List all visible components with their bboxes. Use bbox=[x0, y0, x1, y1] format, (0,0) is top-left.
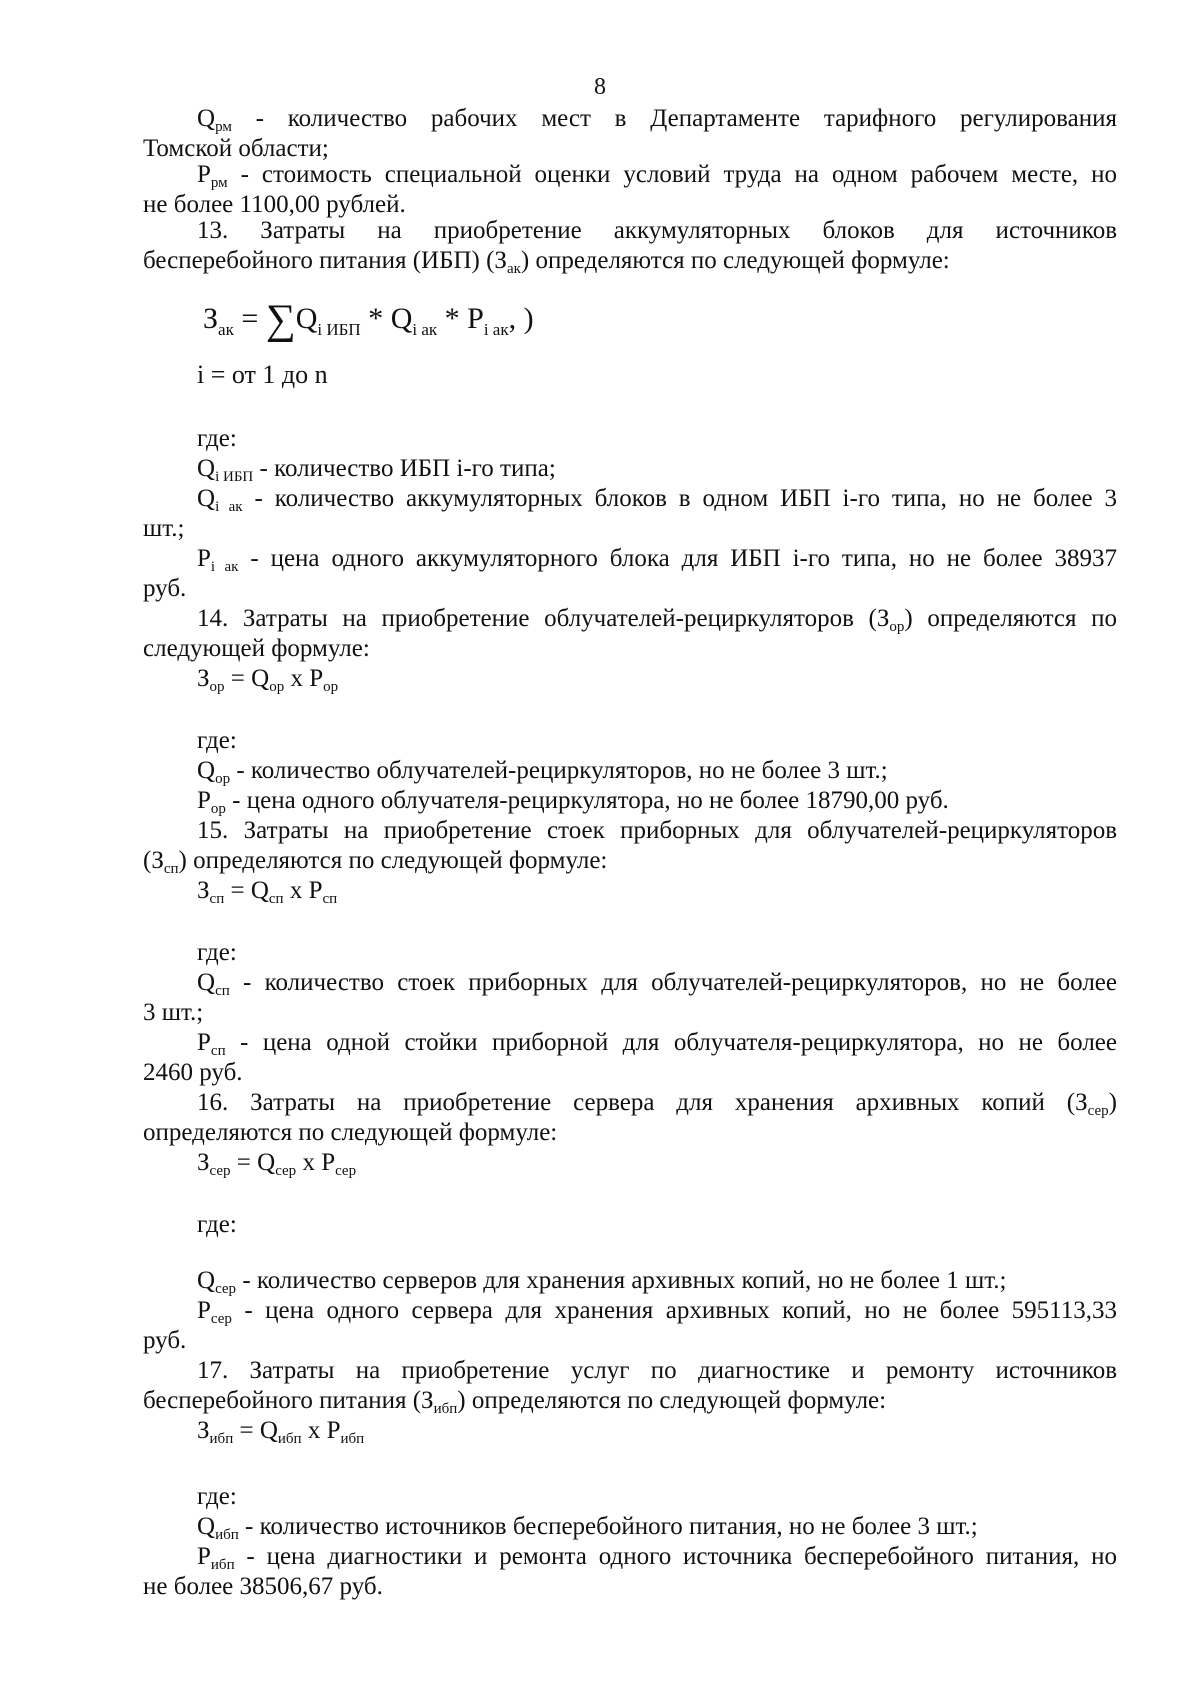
section-16-heading: 16. Затраты на приобретение сервера для хранения архивных копий $(З_{сер})$ bbox=[197, 1089, 1117, 1119]
formula-17: $З_{ибп} = Q_{ибп}$ x $P_{ибп}$ bbox=[197, 1417, 365, 1447]
where-label: где: bbox=[197, 939, 237, 966]
formula-15: $З_{сп} = Q_{сп}$ x $P_{сп}$ bbox=[197, 877, 338, 907]
definition-p-ak: $P_{i ак}$ - цена одного аккумуляторного блока для ИБП i-го типа, но не более 38937 bbox=[197, 545, 1117, 575]
subscript: рм bbox=[215, 119, 232, 135]
definition-p-or: $P_{ор}$ - цена одного облучателя-рециркулятора, но не более 18790,00 руб. bbox=[197, 787, 949, 817]
text-line: $(З_{сп})$ определяются по следующей формуле: bbox=[143, 847, 608, 877]
where-label: где: bbox=[197, 1211, 237, 1238]
definition-text: - стоимость специальной оценки условий труда на одном рабочем месте, но bbox=[227, 161, 1117, 188]
definition-q-ak: $Q_{i ак}$ - количество аккумуляторных блоков в одном ИБП i-го типа, но не более 3 bbox=[197, 485, 1117, 515]
page-number: 8 bbox=[594, 74, 606, 100]
section-14-heading: 14. Затраты на приобретение облучателей-рециркуляторов $(З_{ор})$ определяются по bbox=[197, 605, 1117, 635]
definition-p-ser: $P_{сер}$ - цена одного сервера для хранения архивных копий, но не более 595113,33 bbox=[197, 1297, 1117, 1327]
text-line: бесперебойного питания $(З_{ибп})$ определяются по следующей формуле: bbox=[143, 1387, 887, 1417]
definition-q-ibp-count: $Q_{ибп}$ - количество источников бесперебойного питания, но не более 3 шт.; bbox=[197, 1513, 978, 1543]
symbol: P bbox=[197, 161, 211, 188]
definition-p-sp: $P_{сп}$ - цена одной стойки приборной для облучателя-рециркулятора, но не более bbox=[197, 1029, 1117, 1059]
text-line: не более 38506,67 руб. bbox=[143, 1573, 383, 1600]
where-label: где: bbox=[197, 727, 237, 754]
where-label: где: bbox=[197, 1483, 237, 1510]
definition-q-rm bbox=[197, 104, 1117, 134]
text-line: следующей формуле: bbox=[143, 635, 370, 662]
text-line: бесперебойного питания (ИБП) $(З_{ак})$ определяются по следующей формуле: bbox=[143, 247, 950, 277]
text-line: 3 шт.; bbox=[143, 999, 204, 1026]
section-17-heading: 17. Затраты на приобретение услуг по диагностике и ремонту источников bbox=[197, 1357, 1117, 1384]
where-label: где: bbox=[197, 425, 237, 452]
formula-16: $З_{сер} = Q_{сер}$ x $P_{сер}$ bbox=[197, 1149, 357, 1179]
text-line: руб. bbox=[143, 575, 187, 602]
definition-q-ibp: $Q_{i ИБП}$ - количество ИБП i-го типа; bbox=[197, 455, 556, 485]
definition-text: - количество рабочих мест в Департаменте тарифного регулирования bbox=[231, 105, 1117, 132]
text-line: Томской области; bbox=[143, 135, 329, 162]
subscript: рм bbox=[210, 175, 228, 191]
text-line: 2460 руб. bbox=[143, 1059, 243, 1086]
sum-symbol: ∑ bbox=[265, 297, 296, 343]
definition-q-or: $Q_{ор}$ - количество облучателей-рециркуляторов, но не более 3 шт.; bbox=[197, 757, 888, 787]
text-line: определяются по следующей формуле: bbox=[143, 1119, 558, 1146]
symbol: Q bbox=[197, 105, 216, 132]
definition-q-ser: $Q_{сер}$ - количество серверов для хранения архивных копий, но не более 1 шт.; bbox=[197, 1267, 1007, 1297]
definition-p-rm bbox=[197, 160, 1117, 190]
definition-p-ibp-price: $P_{ибп}$ - цена диагностики и ремонта одного источника бесперебойного питания, но bbox=[197, 1543, 1117, 1573]
formula-range: i = от 1 до n bbox=[197, 360, 328, 389]
section-13-heading: 13. Затраты на приобретение аккумуляторных блоков для источников bbox=[197, 217, 1117, 244]
text-line: руб. bbox=[143, 1327, 187, 1354]
formula-13: $З_{ак} = \sum Q_{i ИБП} * Q_{i ак} * P_{i ак}$, ) bbox=[203, 297, 534, 343]
formula-14: $З_{ор} = Q_{ор}$ x $P_{ор}$ bbox=[197, 665, 339, 695]
text-line: шт.; bbox=[143, 515, 185, 542]
text-line: не более 1100,00 рублей. bbox=[143, 191, 406, 218]
section-15-heading: 15. Затраты на приобретение стоек приборных для облучателей-рециркуляторов bbox=[197, 817, 1117, 844]
definition-q-sp: $Q_{сп}$ - количество стоек приборных для облучателей-рециркуляторов, но не более bbox=[197, 969, 1117, 999]
